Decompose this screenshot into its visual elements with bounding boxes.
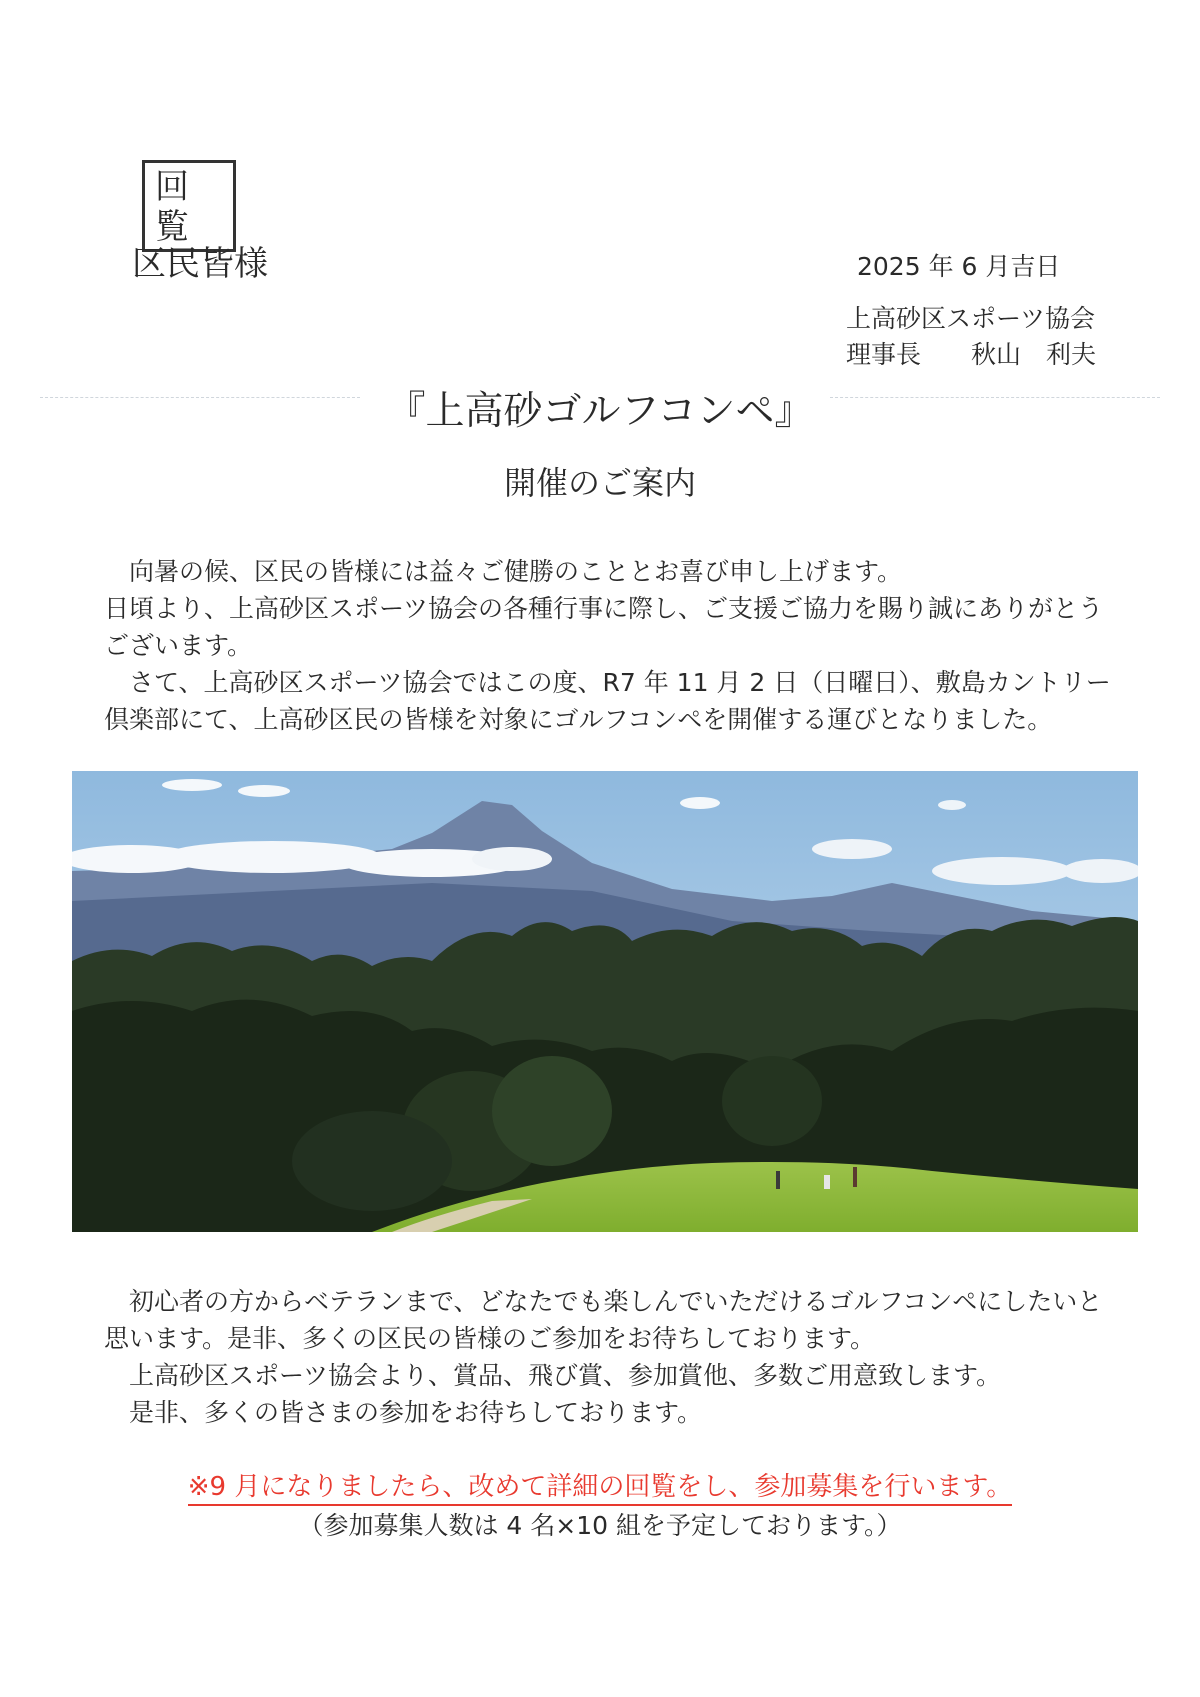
intro-line: ございます。	[104, 631, 253, 660]
document-subtitle: 開催のご案内	[503, 464, 696, 502]
chairman-name: 理事長 秋山 利夫	[846, 340, 1097, 369]
intro-line: 向暑の候、区民の皆様には益々ご健勝のこととお喜び申し上げます。	[104, 557, 903, 586]
intro-line: さて、上高砂区スポーツ協会ではこの度、R7 年 11 月 2 日（日曜日）、敷島カントリー	[104, 668, 1111, 697]
body-line: 思います。是非、多くの区民の皆様のご参加をお待ちしております。	[104, 1324, 876, 1353]
golf-course-mountain-photo	[72, 771, 1138, 1232]
body-line: 是非、多くの皆さまの参加をお待ちしております。	[104, 1398, 703, 1427]
addressee: 区民皆様	[132, 244, 268, 284]
participant-plan: （参加募集人数は 4 名×10 組を予定しております。）	[298, 1511, 902, 1540]
recruitment-notice-text: ※9 月になりましたら、改めて詳細の回覧をし、参加募集を行います。	[188, 1472, 1013, 1506]
intro-line: 日頃より、上高砂区スポーツ協会の各種行事に際し、ご支援ご協力を賜り誠にありがとう	[104, 594, 1104, 623]
body-paragraph	[104, 1283, 1103, 1431]
stamp-char-2: 覧	[155, 207, 211, 247]
document-title: 『上高砂ゴルフコンペ』	[386, 389, 814, 434]
intro-paragraph	[104, 553, 1111, 738]
body-line: 上高砂区スポーツ協会より、賞品、飛び賞、参加賞他、多数ご用意致します。	[104, 1361, 1002, 1390]
issue-date: 2025 年 6 月吉日	[857, 252, 1061, 281]
organization-name: 上高砂区スポーツ協会	[846, 304, 1096, 333]
recruitment-notice	[0, 1466, 1200, 1503]
body-line: 初心者の方からベテランまで、どなたでも楽しんでいただけるゴルフコンペにしたいと	[104, 1287, 1103, 1316]
intro-line: 倶楽部にて、上高砂区民の皆様を対象にゴルフコンペを開催する運びとなりました。	[104, 705, 1053, 734]
stamp-char-1: 回	[155, 167, 211, 207]
